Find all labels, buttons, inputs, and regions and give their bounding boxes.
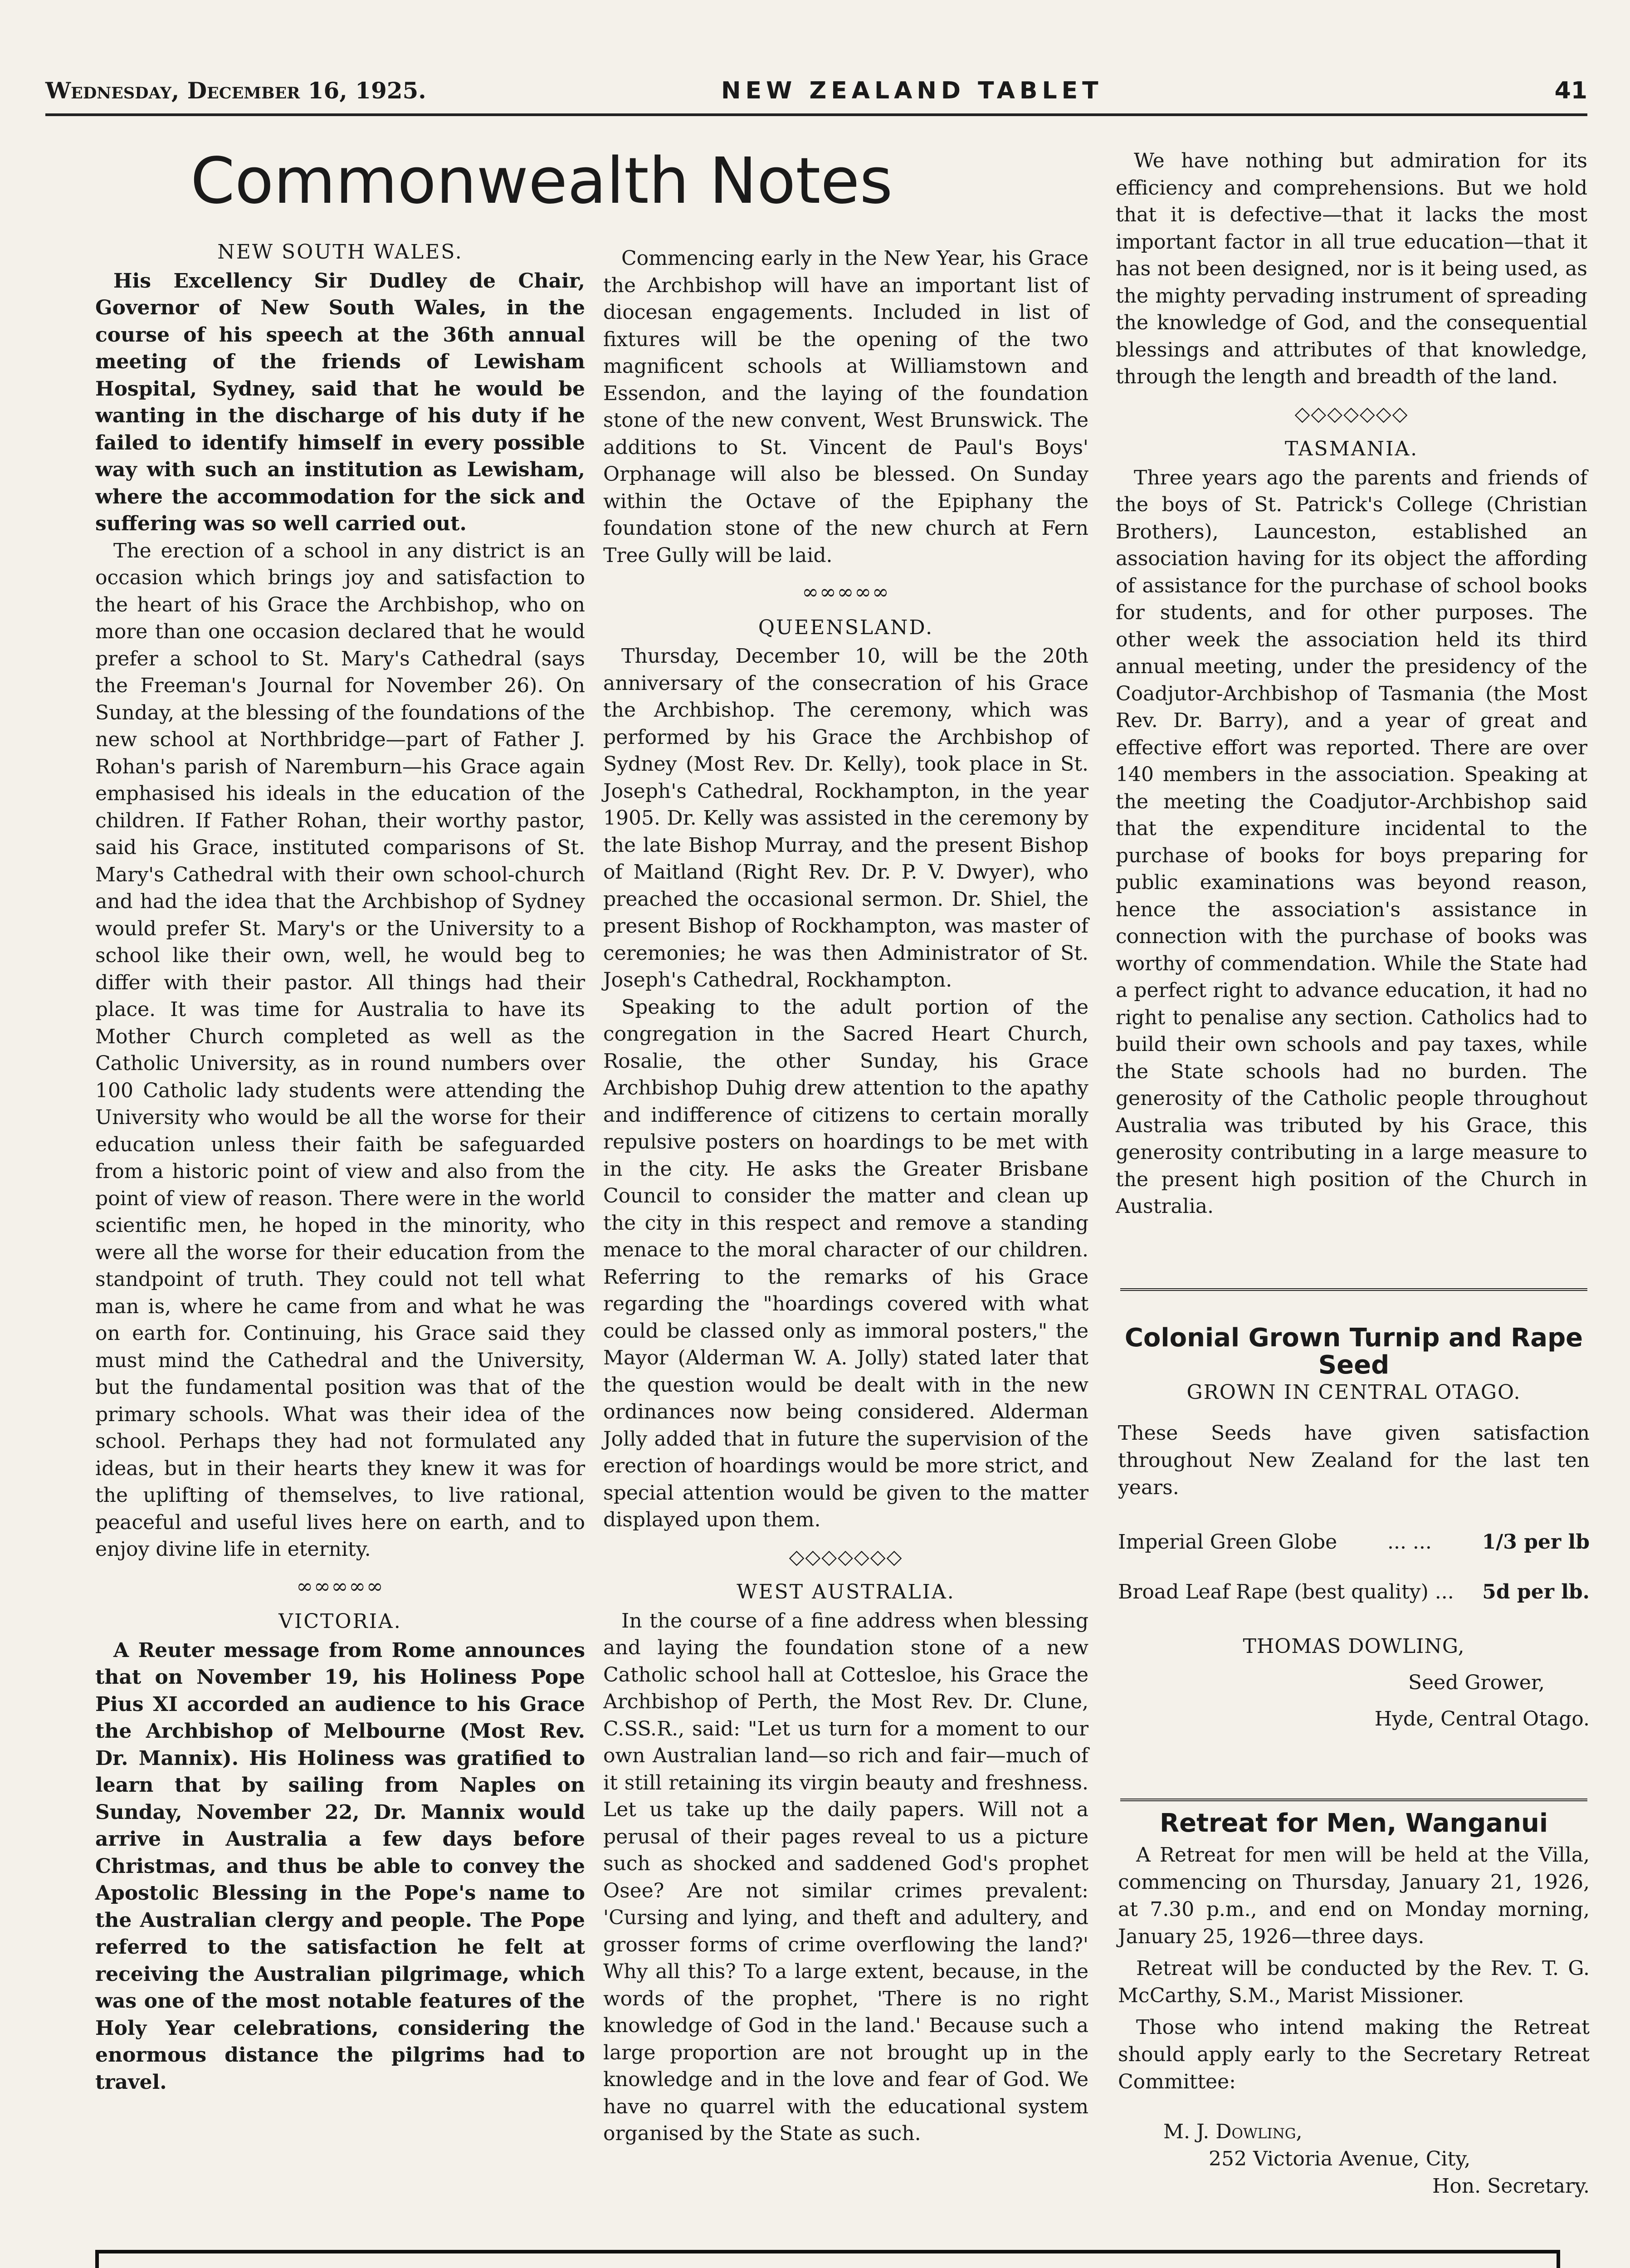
seed-advertisement — [1118, 1325, 1590, 1733]
page-header — [45, 68, 1587, 116]
nsw-paragraph-2: The erection of a school in any district is an occasion which brings joy and satisfaction to the heart of his Grace the Archbishop, who on more than one occasion declared that he would prefer a school to St. Mary's Cathedral (says the Freeman's Journal for November 26). On Sunday, at the blessing of the foundations of the new school at Northbridge—part of Father J. Rohan's parish of Naremburn—his Grace again emphasised his ideals in the education of the children. If Father Rohan, their worthy pastor, said his Grace, instituted comparisons of St. Mary's Cathedral with their own school-church and had the idea that the Archbishop of Sydney would prefer St. Mary's or the University to a school like their own, well, he would beg to differ with their pastor. All things had their place. It was time for Australia to have its Mother Church completed as well as the Catholic University, as in round numbers over 100 Catholic lady students were attending the University who would be all the worse for their education unless their faith be safeguarded from a historic point of view and also from the point of view of reason. There were in the world scientific men, he hoped in the minority, who were all the worse for their education from the standpoint of truth. They could not tell what man is, where he came from and what he was on earth for. Continuing, his Grace said they must mind the Cathedral and the University, but the fundamental position was that of the primary schools. What was their idea of the school. Perhaps they had not formulated any ideas, but in their hearts they knew it was for the uplifting of themselves, to live rational, peaceful and useful lives here on earth, and to enjoy divine life in eternity. — [95, 539, 585, 1561]
column-1 — [95, 231, 585, 2096]
column-2 — [603, 245, 1088, 2147]
advertiser-place: Hyde, Central Otago. — [1374, 1707, 1590, 1730]
retreat-notice — [1118, 1810, 1590, 2200]
wa-paragraph-1: In the course of a fine address when blessing and laying the foundation stone of a new Catholic school hall at Cottesloe, his Grace the Archbishop of Perth, the Most Rev. Dr. Clune, C.SS.R., said: "Let us turn for a moment to our own Australian land—so rich and fair—much of it still retaining its virgin beauty and freshness. Let us take up the daily papers. Will not a perusal of their pages reveal to us a picture such as shocked and saddened God's prophet Osee? Are not similar crimes prevalent: 'Cursing and lying, and theft and adultery, and grosser forms of crime overflowing the land?' Why all this? To a large extent, because, in the words of the prophet, 'There is no right knowledge of God in the land.' Because such a large proportion are not brought up in the knowledge and in the love and fear of God. We have no quarrel with the educational system organised by the State as such. — [603, 1609, 1088, 2145]
retreat-paragraph-1: A Retreat for men will be held at the Villa, commencing on Thursday, January 21, 1926, at 7.30 p.m., and end on Monday morning, January 25, 1926—three days. — [1118, 1843, 1590, 1948]
nsw-paragraph-1: His Excellency Sir Dudley de Chair, Governor of New South Wales, in the course of his speech at the 36th annual meeting of the friends of Lewisham Hospital, Sydney, said that he would be wanting in the discharge of his duty if he failed to identify himself in every possible way with such an institution as Lewisham, where the accommodation for the sick and suffering was so well carried out. — [95, 269, 585, 535]
column-3 — [1116, 147, 1587, 1220]
article-title: Commonwealth Notes — [190, 144, 893, 218]
ornament-divider: ∞∞∞∞∞ — [296, 1574, 384, 1598]
issue-date: Wednesday, December 16, 1925. — [45, 77, 426, 104]
item-name: Broad Leaf Rape (best quality) ... — [1118, 1580, 1454, 1603]
heading-west-australia: WEST AUSTRALIA. — [737, 1580, 955, 1603]
heading-nsw: NEW SOUTH WALES. — [217, 240, 463, 264]
footer-advertisement — [95, 2250, 1560, 2268]
victoria-paragraph-1: A Reuter message from Rome announces that on November 19, his Holiness Pope Pius XI accorded an audience to his Grace the Archbishop of Melbourne (Most Rev. Dr. Mannix). His Holiness was gratified to learn that by sailing from Naples on Sunday, November 22, Dr. Mannix would arrive in Australia a few days before Christmas, and thus be able to convey the Apostolic Blessing in the Pope's name to the Australian clergy and people. The Pope referred to the satisfaction he felt at receiving the Australian pilgrimage, which was one of the most notable features of the Holy Year celebrations, considering the enormous distance the pilgrims had to travel. — [95, 1638, 585, 2094]
ornament-divider: ◇◇◇◇◇◇◇ — [789, 1545, 903, 1569]
heading-queensland: QUEENSLAND. — [758, 616, 934, 639]
retreat-title: Retreat for Men, Wanganui — [1159, 1809, 1548, 1838]
advertiser-name: THOMAS DOWLING, — [1243, 1635, 1465, 1658]
divider-rule — [1120, 1288, 1587, 1291]
ornament-divider: ∞∞∞∞∞ — [802, 581, 890, 604]
price-row-1 — [1118, 1529, 1590, 1556]
secretary-name: M. J. Dowling, — [1163, 2120, 1303, 2143]
price-row-2 — [1118, 1579, 1590, 1606]
item-price: 1/3 per lb — [1482, 1530, 1590, 1554]
seed-ad-body: These Seeds have given satisfaction throughout New Zealand for the last ten years. — [1118, 1422, 1590, 1499]
item-name: Imperial Green Globe — [1118, 1530, 1337, 1554]
retreat-paragraph-3: Those who intend making the Retreat should apply early to the Secretary Retreat Committee: — [1118, 2016, 1590, 2093]
seed-ad-title: Colonial Grown Turnip and Rape Seed — [1124, 1323, 1583, 1380]
victoria-paragraph-2: Commencing early in the New Year, his Grace the Archbishop will have an important list of diocesan engagements. Included in list of fixtures will be the opening of the two magnificent schools at Williamstown and Essendon, and the laying of the foundation stone of the new convent, West Brunswick. The additions to St. Vincent de Paul's Boys' Orphanage will also be blessed. On Sunday within the Octave of the Epiphany the foundation stone of the new church at Fern Tree Gully will be laid. — [603, 247, 1088, 567]
item-price: 5d per lb. — [1482, 1580, 1590, 1603]
tasmania-paragraph-1: Three years ago the parents and friends of the boys of St. Patrick's College (Christian Brothers), Launceston, established an association having for its object the affording of assistance for the purchase of school books for students, and for other purposes. The other week the association held its third annual meeting, under the presidency of the Coadjutor-Archbishop of Tasmania (the Most Rev. Dr. Barry), and a year of great and effective effort was reported. There are over 140 members in the association. Speaking at the meeting the Coadjutor-Archbishop said that the expenditure incidental to the purchase of books for boys preparing for public examinations was beyond reason, hence the association's assistance in connection with the purchase of books was worthy of commendation. While the State had a perfect right to advance education, it had no right to penalise any section. Catholics had to build their own schools and pay taxes, while the State schools had no burden. The generosity of the Catholic people throughout Australia was tributed by his Grace, this generosity contributing in a large measure to the present high position of the Church in Australia. — [1116, 466, 1587, 1218]
seed-ad-subtitle: GROWN IN CENTRAL OTAGO. — [1186, 1381, 1521, 1404]
secretary-address: 252 Victoria Avenue, City, — [1209, 2147, 1471, 2170]
heading-victoria: VICTORIA. — [278, 1610, 402, 1633]
ornament-divider: ◇◇◇◇◇◇◇ — [1294, 402, 1409, 425]
divider-rule — [1120, 1799, 1587, 1801]
retreat-paragraph-2: Retreat will be conducted by the Rev. T. G. McCarthy, S.M., Marist Missioner. — [1118, 1957, 1590, 2007]
heading-tasmania: TASMANIA. — [1284, 437, 1419, 460]
queensland-paragraph-2: Speaking to the adult portion of the congregation in the Sacred Heart Church, Rosalie, the other Sunday, his Grace Archbishop Duhig drew attention to the apathy and indifference of citizens to certain morally repulsive posters on hoardings to be met with in the city. He asks the Greater Brisbane Council to consider the matter and clean up the city in this respect and remove a standing menace to the moral character of our children. Referring to the remarks of his Grace regarding the "hoardings covered with what could be classed only as immoral posters," the Mayor (Alderman W. A. Jolly) stated later that the question would be dealt with in the new ordinances now being considered. Alderman Jolly added that in future the supervision of the erection of hoardings would be more strict, and special attention would be given to the matter displayed upon them. — [603, 995, 1088, 1531]
secretary-title: Hon. Secretary. — [1432, 2175, 1590, 2198]
wa-paragraph-2: We have nothing but admiration for its efficiency and comprehensions. But we hold that it is defective—that it lacks the most important factor in all true education—that it has not been designed, nor is it being used, as the mighty pervading instrument of spreading the knowledge of God, and the consequential blessings and attributes of that knowledge, through the length and breadth of the land. — [1116, 149, 1587, 388]
item-leader: ... ... — [1387, 1530, 1432, 1554]
page-number: 41 — [1554, 77, 1587, 104]
queensland-paragraph-1: Thursday, December 10, will be the 20th anniversary of the consecration of his Grace the Archbishop. The ceremony, which was performed by his Grace the Archbishop of Sydney (Most Rev. Dr. Kelly), took place in St. Joseph's Cathedral, Rockhampton, in the year 1905. Dr. Kelly was assisted in the ceremony by the late Bishop Murray, and the present Bishop of Maitland (Right Rev. Dr. P. V. Dwyer), who preached the occasional sermon. Dr. Shiel, the present Bishop of Rockhampton, was master of ceremonies; he was then Administrator of St. Joseph's Cathedral, Rockhampton. — [603, 645, 1088, 992]
advertiser-role: Seed Grower, — [1408, 1671, 1545, 1694]
newspaper-title: NEW ZEALAND TABLET — [721, 77, 1103, 104]
